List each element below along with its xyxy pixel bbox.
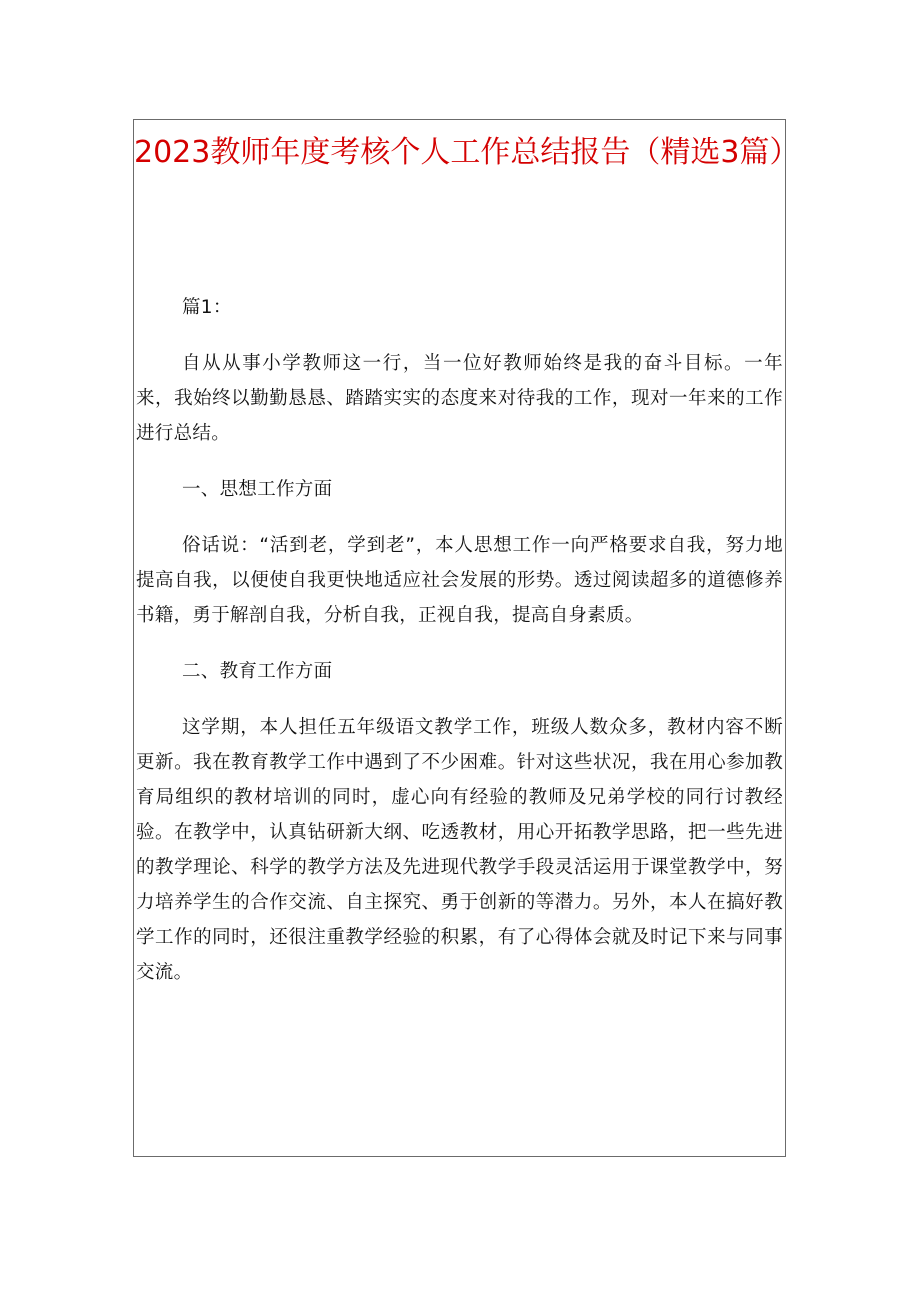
section-label-part-1: 篇1： xyxy=(182,297,232,318)
document-title: 2023教师年度考核个人工作总结报告（精选3篇） xyxy=(134,135,800,170)
ideology-paragraph: 俗话说：“活到老，学到老”，本人思想工作一向严格要求自我，努力地提高自我，以便使自我更快地适应社会发展的形势。透过阅读超多的道德修养书籍，勇于解剖自我，分析自我，正视自我，提高自身素质。 xyxy=(136,535,783,626)
heading-ideology-work: 一、思想工作方面 xyxy=(182,479,333,500)
heading-education-work: 二、教育工作方面 xyxy=(182,661,333,682)
page-frame xyxy=(133,119,800,1157)
education-paragraph: 这学期，本人担任五年级语文教学工作，班级人数众多，教材内容不断更新。我在教育教学工作中遇到了不少困难。针对这些状况，我在用心参加教育局组织的教材培训的同时，虚心向有经验的教师及兄弟学校的同行讨教经验。在教学中，认真钻研新大纲、吃透教材，用心开拓教学思路，把一些先进的教学理论、科学的教学方法及先进现代教学手段灵活运用于课堂教学中，努力培养学生的合作交流、自主探究、勇于创新的等潜力。另外，本人在搞好教学工作的同时，还很注重教学经验的积累，有了心得体会就及时记下来与同事交流。 xyxy=(136,717,783,983)
document-body xyxy=(136,290,783,990)
intro-paragraph: 自从从事小学教师这一行，当一位好教师始终是我的奋斗目标。一年来，我始终以勤勤恳恳、踏踏实实的态度来对待我的工作，现对一年来的工作进行总结。 xyxy=(136,353,783,444)
